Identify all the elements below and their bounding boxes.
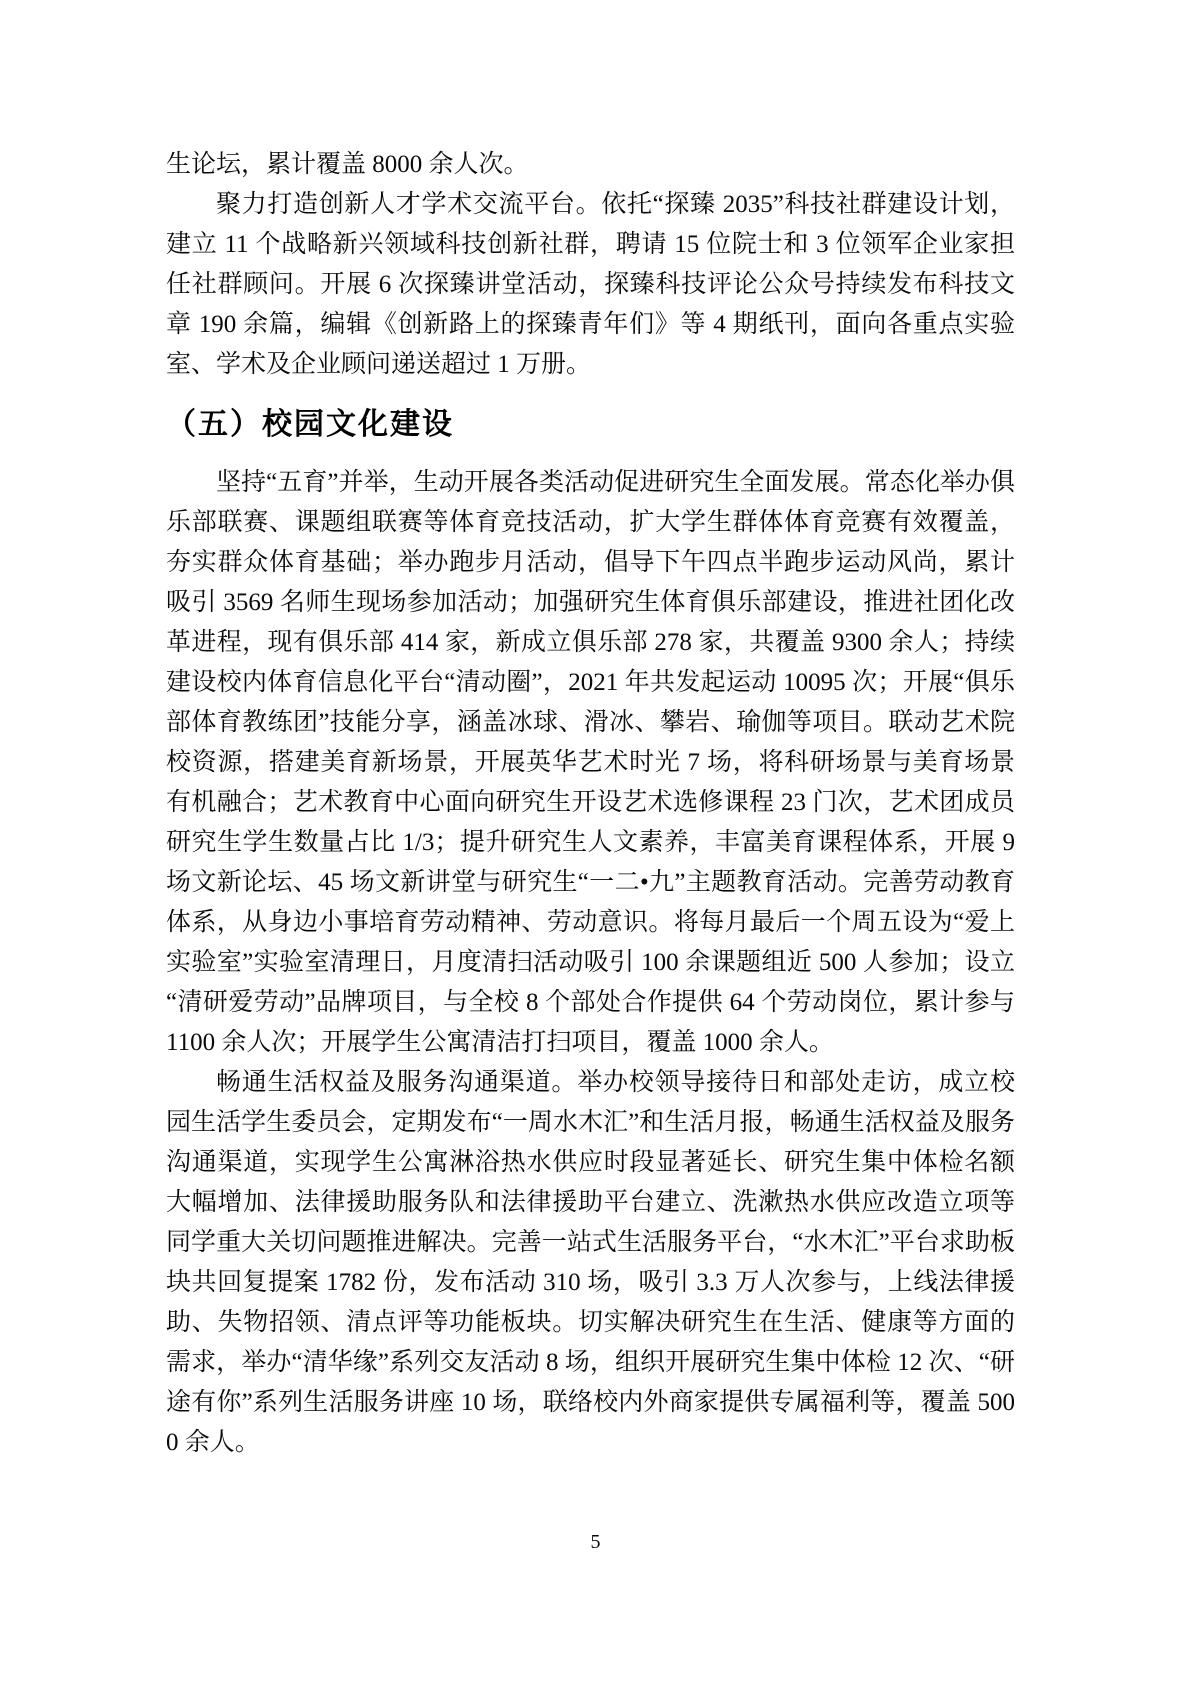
- paragraph-innovation-platform: 聚力打造创新人才学术交流平台。依托“探臻 2035”科技社群建设计划，建立 11 个战略新兴领域科技创新社群，聘请 15 位院士和 3 位领军企业家担任社群顾问。开展 6 次探臻讲堂活动，探臻科技评论公众号持续发布科技文章 190 余篇，编辑《创新路上的探臻青年们》等 4 期纸刊，面向各重点实验室、学术及企业顾问递送超过 1 万册。: [166, 191, 1015, 378]
- page-number: 5: [590, 1531, 601, 1553]
- paragraph-continuation: 生论坛，累计覆盖 8000 余人次。: [166, 151, 529, 178]
- paragraph-campus-culture: 坚持“五育”并举，生动开展各类活动促进研究生全面发展。常态化举办俱乐部联赛、课题组联赛等体育竞技活动，扩大学生群体体育竞赛有效覆盖，夯实群众体育基础；举办跑步月活动，倡导下午四点半跑步运动风尚，累计吸引 3569 名师生现场参加活动；加强研究生体育俱乐部建设，推进社团化改革进程，现有俱乐部 414 家，新成立俱乐部 278 家，共覆盖 9300 余人；持续建设校内体育信息化平台“清动圈”，2021 年共发起运动 10095 次；开展“俱乐部体育教练团”技能分享，涵盖冰球、滑冰、攀岩、瑜伽等项目。联动艺术院校资源，搭建美育新场景，开展英华艺术时光 7 场，将科研场景与美育场景有机融合；艺术教育中心面向研究生开设艺术选修课程 23 门次，艺术团成员研究生学生数量占比 1/3；提升研究生人文素养，丰富美育课程体系，开展 9 场文新论坛、45 场文新讲堂与研究生“一二•九”主题教育活动。完善劳动教育体系，从身边小事培育劳动精神、劳动意识。将每月最后一个周五设为“爱上实验室”实验室清理日，月度清扫活动吸引 100 余课题组近 500 人参加；设立“清研爱劳动”品牌项目，与全校 8 个部处合作提供 64 个劳动岗位，累计参与 1100 余人次；开展学生公寓清洁打扫项目，覆盖 1000 余人。: [166, 469, 1015, 1056]
- section-heading-campus-culture: （五）校园文化建设: [166, 408, 454, 441]
- paragraph-life-services: 畅通生活权益及服务沟通渠道。举办校领导接待日和部处走访，成立校园生活学生委员会，定期发布“一周水木汇”和生活月报，畅通生活权益及服务沟通渠道，实现学生公寓淋浴热水供应时段显著延长、研究生集中体检名额大幅增加、法律援助服务队和法律援助平台建立、洗漱热水供应改造立项等同学重大关切问题推进解决。完善一站式生活服务平台，“水木汇”平台求助板块共回复提案 1782 份，发布活动 310 场，吸引 3.3 万人次参与，上线法律援助、失物招领、清点评等功能板块。切实解决研究生在生活、健康等方面的需求，举办“清华缘”系列交友活动 8 场，组织开展研究生集中体检 12 次、“研途有你”系列生活服务讲座 10 场，联络校内外商家提供专属福利等，覆盖 5000 余人。: [166, 1069, 1015, 1456]
